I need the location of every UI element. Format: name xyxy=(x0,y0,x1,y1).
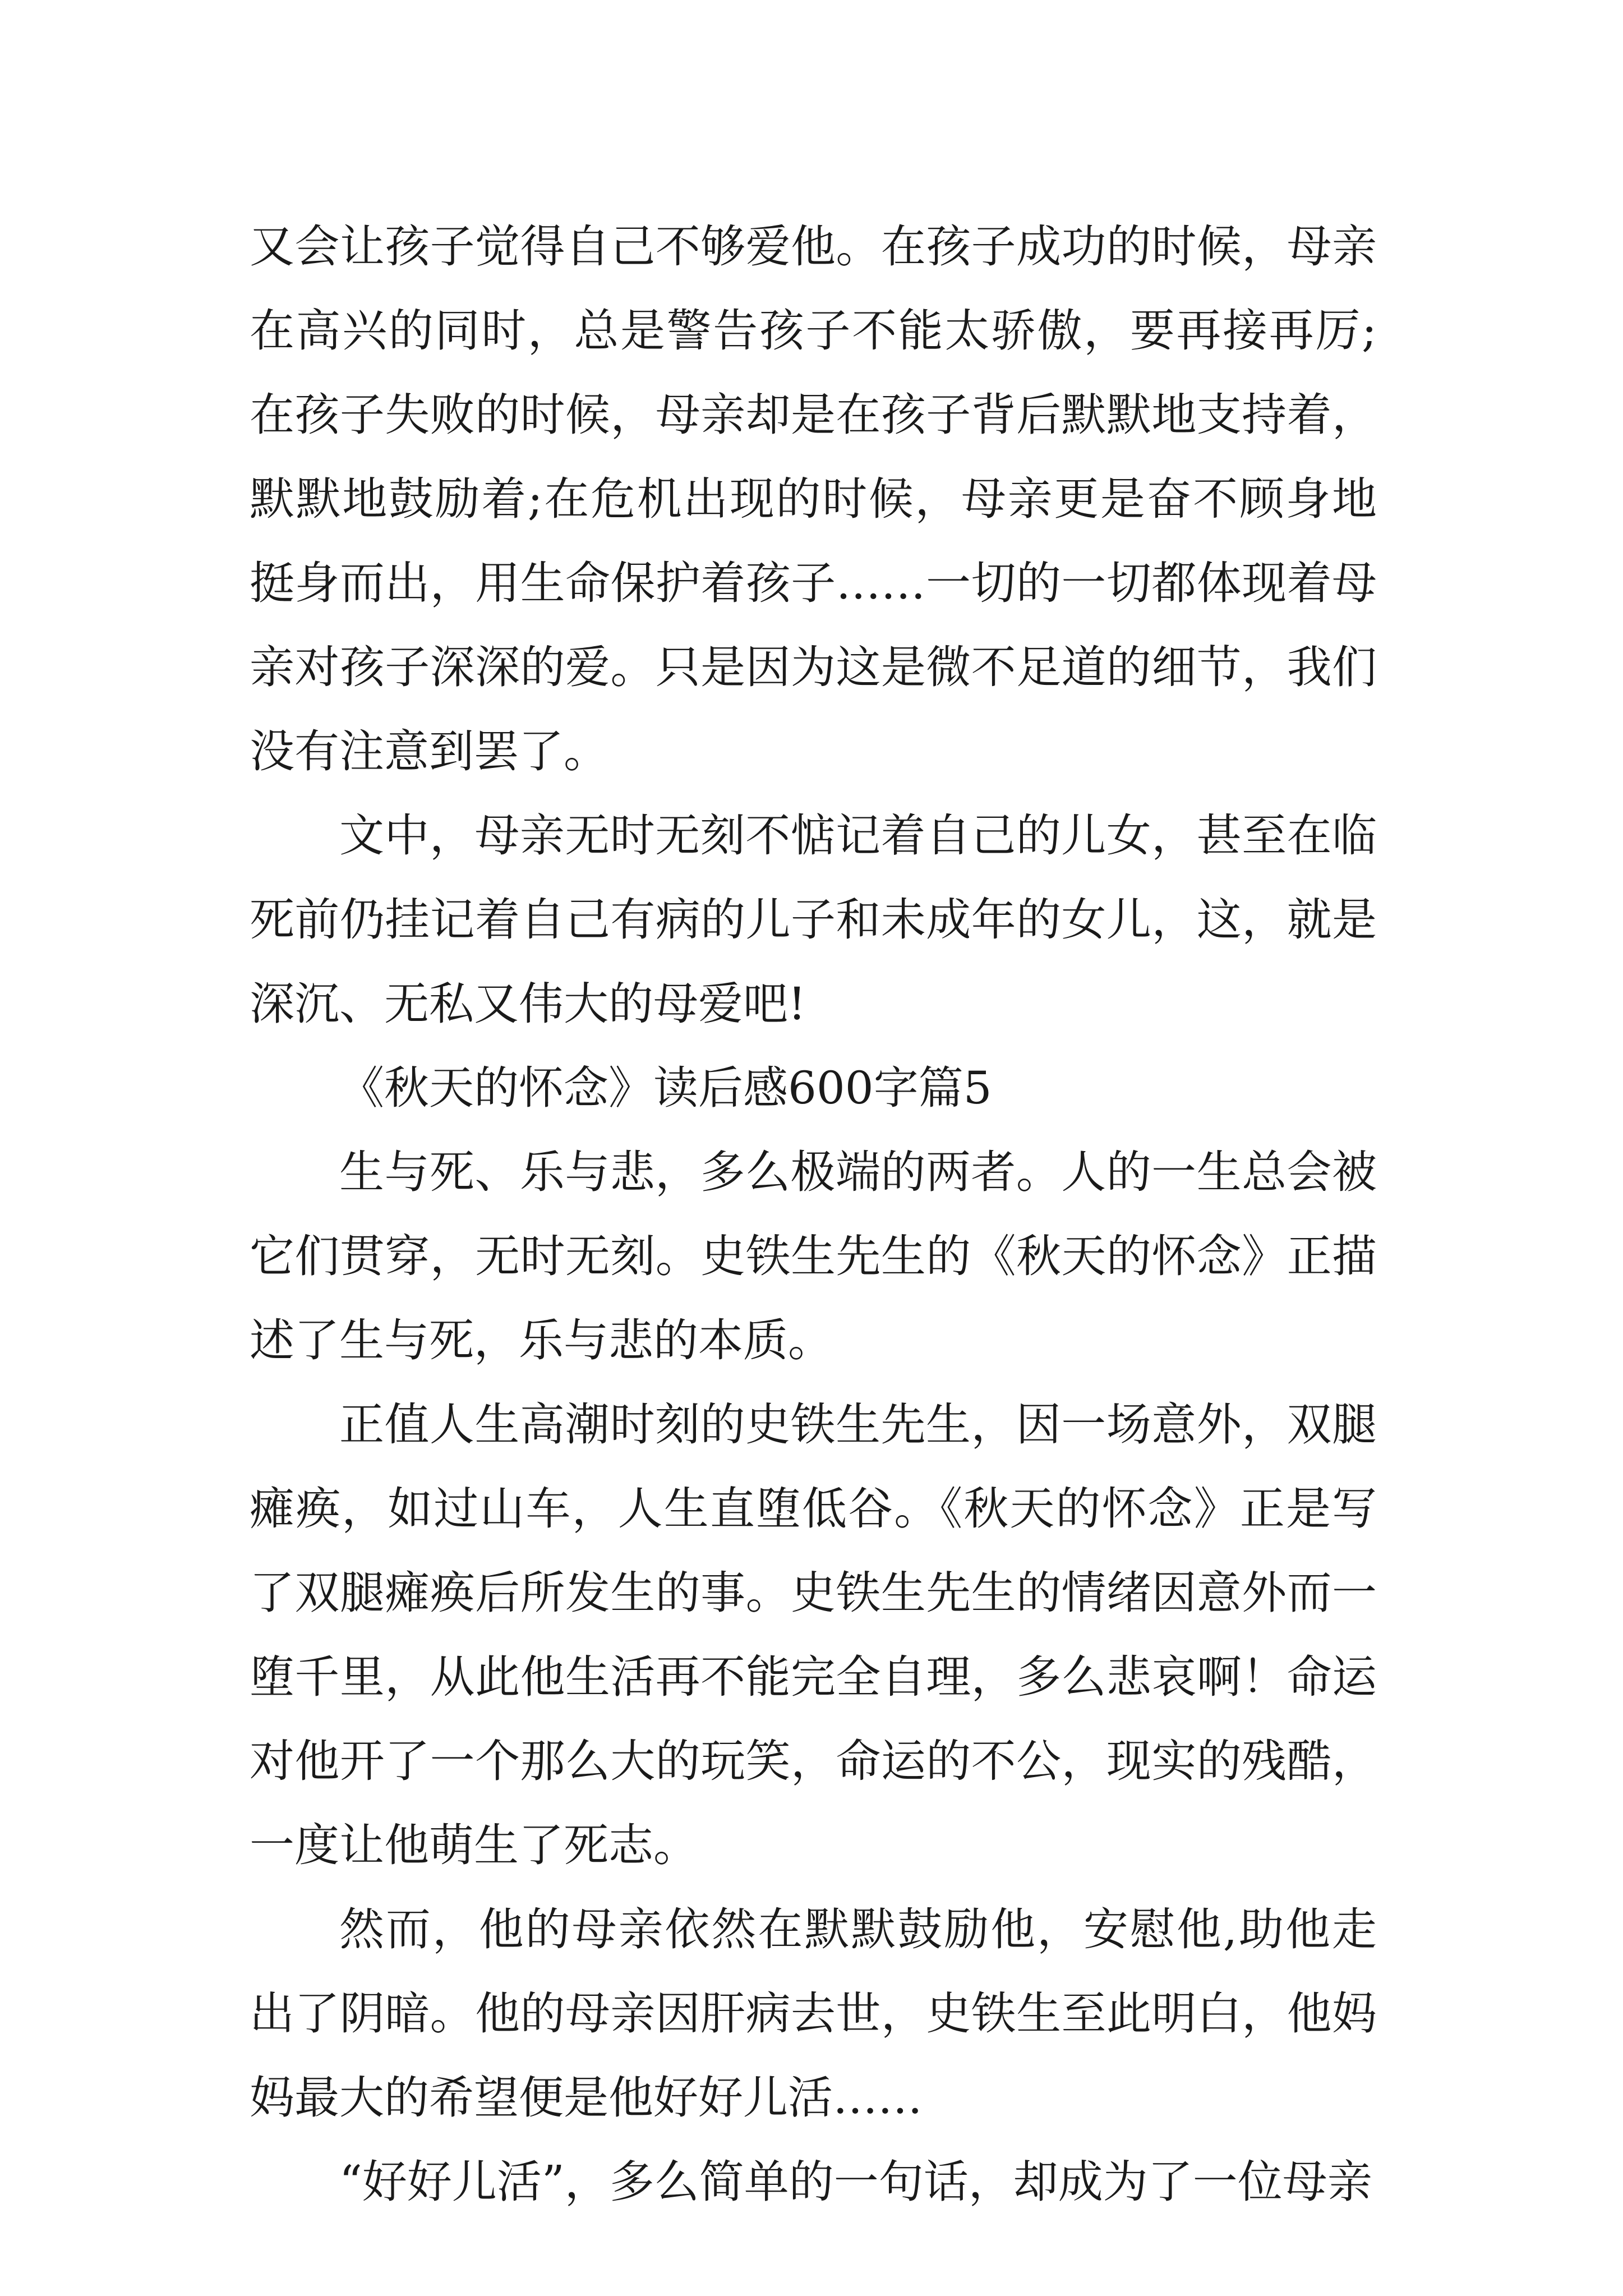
paragraph-continuation: 又会让孩子觉得自己不够爱他。在孩子成功的时候，母亲在高兴的同时，总是警告孩子不能太骄傲，要再接再厉;在孩子失败的时候，母亲却是在孩子背后默默地支持着，默默地鼓励着;在危机出现的时候，母亲更是奋不顾身地挺身而出，用生命保护着孩子……一切的一切都体现着母亲对孩子深深的爱。只是因为这是微不足道的细节，我们没有注意到罢了。 xyxy=(250,220,1377,777)
paragraph-mother-love: 文中，母亲无时无刻不惦记着自己的儿女，甚至在临死前仍挂记着自己有病的儿子和未成年的女儿，这，就是深沉、无私又伟大的母爱吧! xyxy=(250,809,1377,1030)
paragraph-life-death: 生与死、乐与悲，多么极端的两者。人的一生总会被它们贯穿，无时无刻。史铁生先生的《秋天的怀念》正描述了生与死，乐与悲的本质。 xyxy=(250,1146,1377,1366)
paragraph-live-well: “好好儿活”，多么简单的一句话，却成为了一位母亲 xyxy=(339,2156,1372,2208)
paragraph-mother-encouragement: 然而，他的母亲依然在默默鼓励他，安慰他,助他走出了阴暗。他的母亲因肝病去世，史铁生至此明白，他妈妈最大的希望便是他好好儿活…… xyxy=(250,1903,1377,2124)
document-body xyxy=(250,205,1377,2224)
section-heading: 《秋天的怀念》读后感600字篇5 xyxy=(339,1062,992,1114)
paragraph-paralysis: 正值人生高潮时刻的史铁生先生，因一场意外，双腿瘫痪，如过山车，人生直堕低谷。《秋天的怀念》正是写了双腿瘫痪后所发生的事。史铁生先生的情绪因意外而一堕千里，从此他生活再不能完全自理，多么悲哀啊！命运对他开了一个那么大的玩笑，命运的不公，现实的残酷，一度让他萌生了死志。 xyxy=(250,1398,1377,1871)
